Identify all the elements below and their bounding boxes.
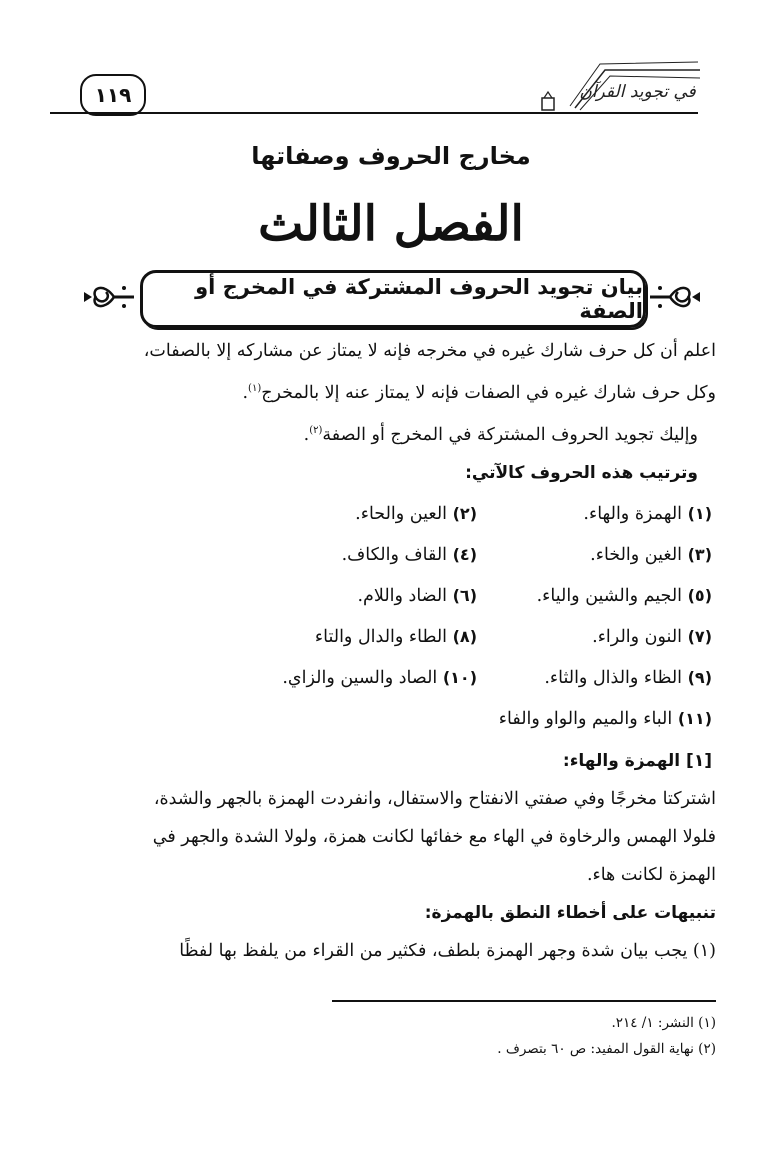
footnote-rule xyxy=(332,1000,716,1002)
list-item xyxy=(477,545,716,565)
list-item xyxy=(66,545,477,565)
item-number: (٢) xyxy=(452,504,477,524)
intro-paragraph-1: اعلم أن كل حرف شارك غيره في مخرجه فإنه لا يمتاز عن مشاركه إلا بالصفات، xyxy=(143,341,716,361)
footnote-ref-2[interactable]: (٢) xyxy=(309,424,323,436)
item-text: العين والحاء. xyxy=(355,504,448,525)
item-number: (١٠) xyxy=(442,668,477,688)
item-text: القاف والكاف. xyxy=(341,545,448,566)
item-number: (١١) xyxy=(677,709,712,729)
chapter-subtitle: مخارج الحروف وصفاتها xyxy=(251,142,531,170)
page-body xyxy=(66,332,716,970)
footnote-1: (١) النشر: ١/ ٢١٤. xyxy=(611,1015,716,1031)
section1-paragraph-1: اشتركتا مخرجًا وفي صفتي الانفتاح والاستفال، وانفردت الهمزة بالجهر والشدة، xyxy=(153,788,716,809)
list-row xyxy=(66,699,716,740)
list-item xyxy=(66,627,477,647)
intro-p2-end: . xyxy=(242,382,249,403)
section1-heading: [١] الهمزة والهاء: xyxy=(562,750,712,771)
item-number: (٨) xyxy=(452,627,477,647)
item-text: الغين والخاء. xyxy=(590,545,683,566)
ornament-left-icon xyxy=(84,274,136,320)
section2-paragraph-1: (١) يجب بيان شدة وجهر الهمزة بلطف، فكثير من القراء من يلفظ بها لفظًا xyxy=(179,940,716,961)
list-item xyxy=(66,668,477,688)
banner-title: بيان تجويد الحروف المشتركة في المخرج أو الصفة xyxy=(140,270,646,328)
item-text: الظاء والذال والثاء. xyxy=(544,668,683,689)
section1-paragraph-2: فلولا الهمس والرخاوة في الهاء مع خفائها لكانت همزة، ولولا الشدة والجهر في xyxy=(152,826,716,847)
item-text: النون والراء. xyxy=(592,627,683,648)
item-number: (٣) xyxy=(687,545,712,565)
list-item xyxy=(477,586,716,606)
footnote-ref-1[interactable]: (١) xyxy=(248,383,262,394)
list-row xyxy=(66,494,716,535)
item-number: (٧) xyxy=(687,627,712,647)
list-row xyxy=(66,658,716,699)
ornament-right-icon xyxy=(648,274,700,320)
letter-groups-list xyxy=(66,494,716,740)
intro-paragraph-3 xyxy=(66,412,716,454)
item-number: (٩) xyxy=(687,668,712,688)
section2-heading: تنبيهات على أخطاء النطق بالهمزة: xyxy=(424,902,716,923)
section-banner xyxy=(92,270,692,326)
book-title: في تجويد القرآن xyxy=(579,82,696,102)
list-item xyxy=(66,586,477,606)
item-text: الطاء والدال والتاء xyxy=(314,627,448,648)
intro-p2-text: وكل حرف شارك غيره في الصفات فإنه لا يمتاز عنه إلا بالمخرج xyxy=(261,382,716,403)
intro-p3-end: . xyxy=(303,424,310,445)
list-item xyxy=(477,627,716,647)
item-number: (١) xyxy=(687,504,712,524)
list-row xyxy=(66,535,716,576)
chapter-title: الفصل الثالث xyxy=(258,196,524,252)
intro-p3-text: وإليك تجويد الحروف المشتركة في المخرج أو الصفة xyxy=(322,424,698,445)
page-number: ١١٩ xyxy=(80,74,146,116)
item-number: (٥) xyxy=(687,586,712,606)
list-row xyxy=(66,576,716,617)
item-number: (٦) xyxy=(452,586,477,606)
intro-paragraph-2 xyxy=(66,370,716,412)
list-item xyxy=(499,709,716,729)
list-item xyxy=(66,504,477,524)
item-text: الهمزة والهاء. xyxy=(583,504,683,525)
section1-paragraph-3: الهمزة لكانت هاء. xyxy=(586,864,716,885)
order-heading: وترتيب هذه الحروف كالآتي: xyxy=(465,462,698,483)
list-item xyxy=(477,668,716,688)
footnotes xyxy=(66,1010,716,1062)
item-text: الجيم والشين والياء. xyxy=(536,586,683,607)
item-text: الصاد والسين والزاي. xyxy=(282,668,438,689)
item-text: الباء والميم والواو والفاء xyxy=(498,709,673,730)
item-text: الضاد واللام. xyxy=(357,586,448,607)
item-number: (٤) xyxy=(452,545,477,565)
list-item xyxy=(477,504,716,524)
footnote-2: (٢) نهاية القول المفيد: ص ٦٠ بتصرف . xyxy=(497,1041,716,1057)
book-logo xyxy=(530,58,700,114)
list-row xyxy=(66,617,716,658)
